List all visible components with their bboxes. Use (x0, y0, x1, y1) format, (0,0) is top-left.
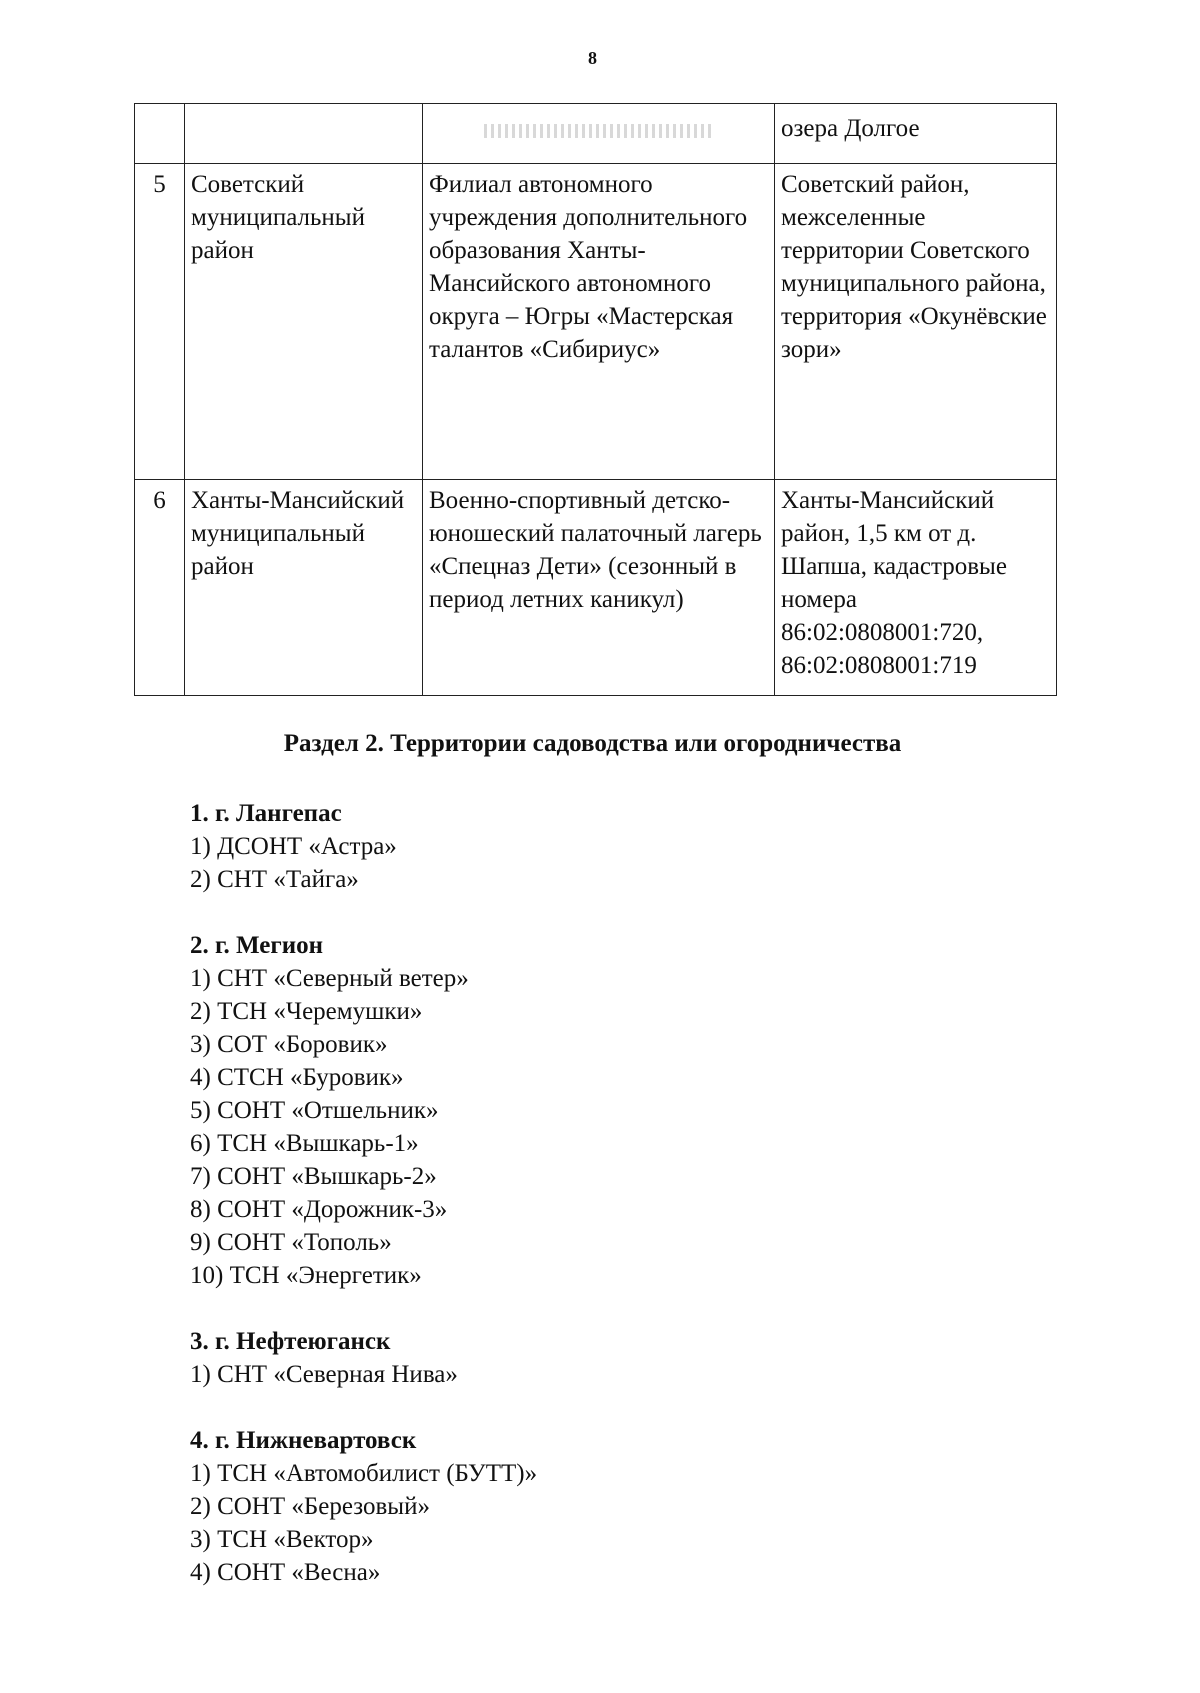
city-group-nefteyugansk (190, 1325, 990, 1391)
list-item: 4) СОНТ «Весна» (190, 1559, 381, 1586)
list-item: 1) СНТ «Северный ветер» (190, 965, 469, 992)
location-cell: озера Долгое (775, 104, 1057, 164)
table-row (135, 164, 1057, 480)
list-item: 1) ДСОНТ «Астра» (190, 833, 397, 860)
page-number: 8 (588, 48, 597, 68)
list-item: 9) СОНТ «Тополь» (190, 1229, 392, 1256)
territories-table (134, 103, 1057, 696)
list-item: 1) СНТ «Северная Нива» (190, 1361, 458, 1388)
territory-groups (190, 797, 990, 1622)
row-number-cell: 5 (135, 164, 185, 480)
city-title: 4. г. Нижневартовск (190, 1427, 417, 1454)
territory-list (190, 1358, 990, 1391)
list-item: 8) СОНТ «Дорожник-3» (190, 1196, 448, 1223)
municipality-cell: Ханты-Мансийский муниципальный район (185, 480, 423, 696)
city-title: 3. г. Нефтеюганск (190, 1328, 391, 1355)
municipality-cell: Советский муниципальный район (185, 164, 423, 480)
city-group-nizhnevartovsk (190, 1424, 990, 1589)
territory-list (190, 962, 990, 1292)
city-group-megion (190, 929, 990, 1292)
list-item: 1) ТСН «Автомобилист (БУТТ)» (190, 1460, 538, 1487)
location-cell: Ханты-Мансийский район, 1,5 км от д. Шапша, кадастровые номера 86:02:0808001:720, 86:02:0808001:719 (775, 480, 1057, 696)
list-item: 3) СОТ «Боровик» (190, 1031, 388, 1058)
organization-cell: Военно-спортивный детско-юношеский палаточный лагерь «Спецназ Дети» (сезонный в период летних каникул) (423, 480, 775, 696)
row-number-cell: 6 (135, 480, 185, 696)
city-title: 2. г. Мегион (190, 932, 324, 959)
list-item: 5) СОНТ «Отшельник» (190, 1097, 439, 1124)
list-item: 6) ТСН «Вышкарь-1» (190, 1130, 419, 1157)
list-item: 2) СОНТ «Березовый» (190, 1493, 430, 1520)
municipality-cell (185, 104, 423, 164)
list-item: 3) ТСН «Вектор» (190, 1526, 374, 1553)
table-row (135, 480, 1057, 696)
list-item: 2) ТСН «Черемушки» (190, 998, 423, 1025)
city-group-langepas (190, 797, 990, 896)
city-title: 1. г. Лангепас (190, 800, 342, 827)
row-number-cell (135, 104, 185, 164)
territory-list (190, 1457, 990, 1589)
list-item: 10) ТСН «Энергетик» (190, 1262, 422, 1289)
location-cell: Советский район, межселенные территории Советского муниципального района, территория «Окунёвские зори» (775, 164, 1057, 480)
section-title: Раздел 2. Территории садоводства или огородничества (283, 730, 902, 757)
list-item: 7) СОНТ «Вышкарь-2» (190, 1163, 437, 1190)
scan-smudge (484, 124, 714, 138)
territory-list (190, 830, 990, 896)
organization-cell: Филиал автономного учреждения дополнительного образования Ханты-Мансийского автономного округа – Югры «Мастерская талантов «Сибириус» (423, 164, 775, 480)
table-row (135, 104, 1057, 164)
organization-cell (423, 104, 775, 164)
list-item: 4) СТСН «Буровик» (190, 1064, 404, 1091)
list-item: 2) СНТ «Тайга» (190, 866, 359, 893)
